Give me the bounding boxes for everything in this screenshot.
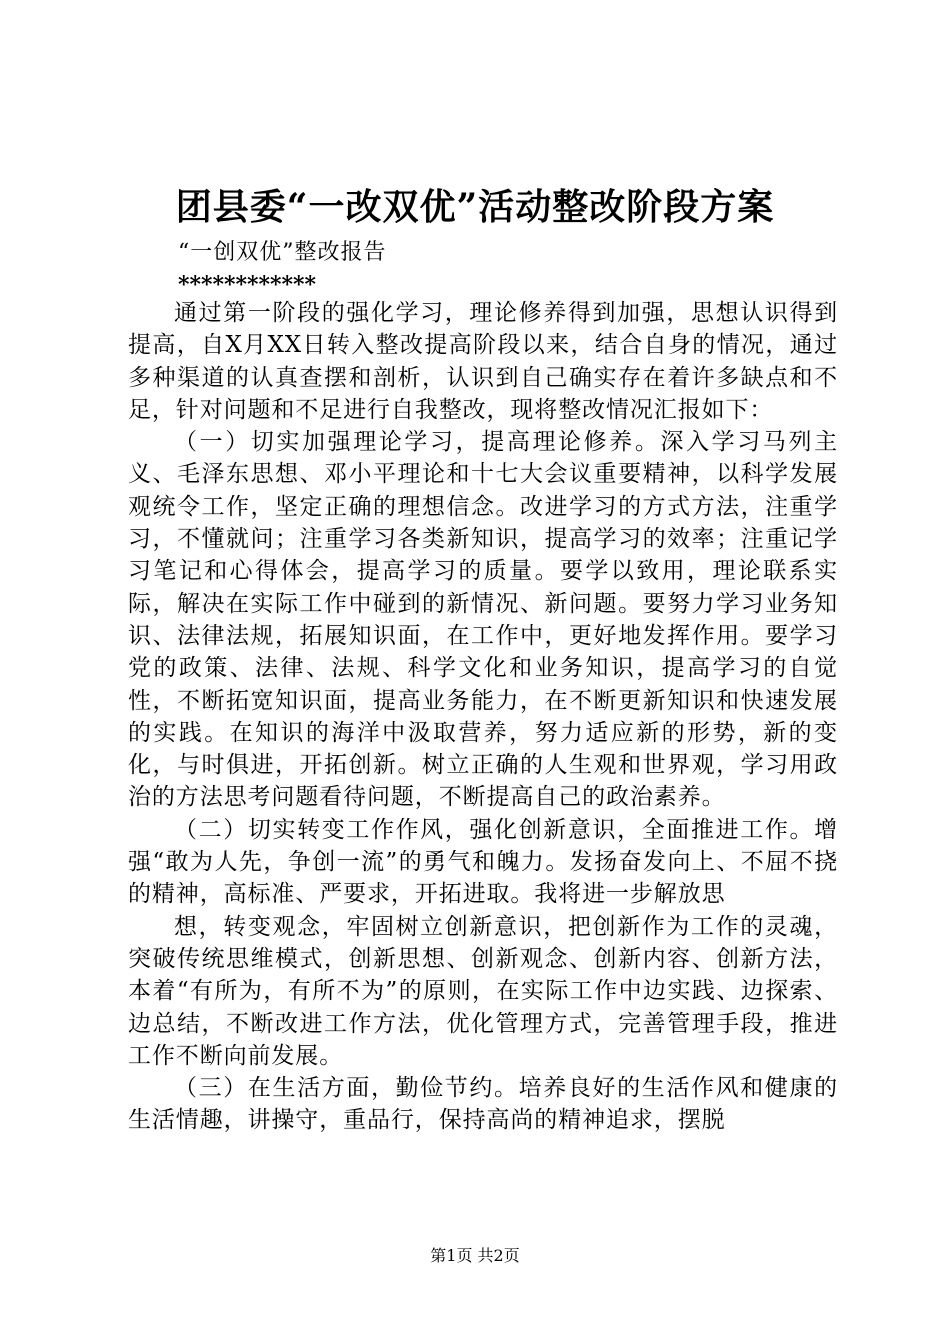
paragraph-intro: 通过第一阶段的强化学习，理论修养得到加强，思想认识得到提高，自X月XX日转入整改提高阶段以来，结合自身的情况，通过多种渠道的认真查摆和剖析，认识到自己确实存在着许多缺点和不足，针对问题和不足进行自我整改，现将整改情况汇报如下：	[128, 300, 838, 423]
paragraph-section-2-continued: 想，转变观念，牢固树立创新意识，把创新作为工作的灵魂，突破传统思维模式，创新思想、创新观念、创新内容、创新方法，本着“有所为，有所不为”的原则，在实际工作中边实践、边探索、边总结，不断改进工作方法，优化管理方式，完善管理手段，推进工作不断向前发展。	[128, 913, 838, 1069]
separator-stars: ************	[178, 272, 317, 298]
document-title: 团县委“一改双优”活动整改阶段方案	[175, 186, 775, 228]
paragraph-section-3: （三）在生活方面，勤俭节约。培养良好的生活作风和健康的生活情趣，讲操守，重品行，保持高尚的精神追求，摆脱	[128, 1075, 838, 1134]
document-subtitle: “一创双优”整改报告	[178, 240, 387, 265]
paragraph-section-2: （二）切实转变工作作风，强化创新意识，全面推进工作。增强“敢为人先，争创一流”的勇气和魄力。发扬奋发向上、不屈不挠的精神，高标准、严要求，开拓进取。我将进一步解放思	[128, 816, 838, 908]
document-body	[128, 297, 838, 1137]
paragraph-section-1: （一）切实加强理论学习，提高理论修养。深入学习马列主义、毛泽东思想、邓小平理论和十七大会议重要精神，以科学发展观统令工作，坚定正确的理想信念。改进学习的方式方法，注重学习，不懂就问；注重学习各类新知识，提高学习的效率；注重记学习笔记和心得体会，提高学习的质量。要学以致用，理论联系实际，解决在实际工作中碰到的新情况、新问题。要努力学习业务知识、法律法规，拓展知识面，在工作中，更好地发挥作用。要学习党的政策、法律、法规、科学文化和业务知识，提高学习的自觉性，不断拓宽知识面，提高业务能力，在不断更新知识和快速发展的实践。在知识的海洋中汲取营养，努力适应新的形势，新的变化，与时俱进，开拓创新。树立正确的人生观和世界观，学习用政治的方法思考问题看待问题，不断提高自己的政治素养。	[128, 429, 838, 811]
page-footer: 第1页 共2页	[430, 1246, 520, 1265]
